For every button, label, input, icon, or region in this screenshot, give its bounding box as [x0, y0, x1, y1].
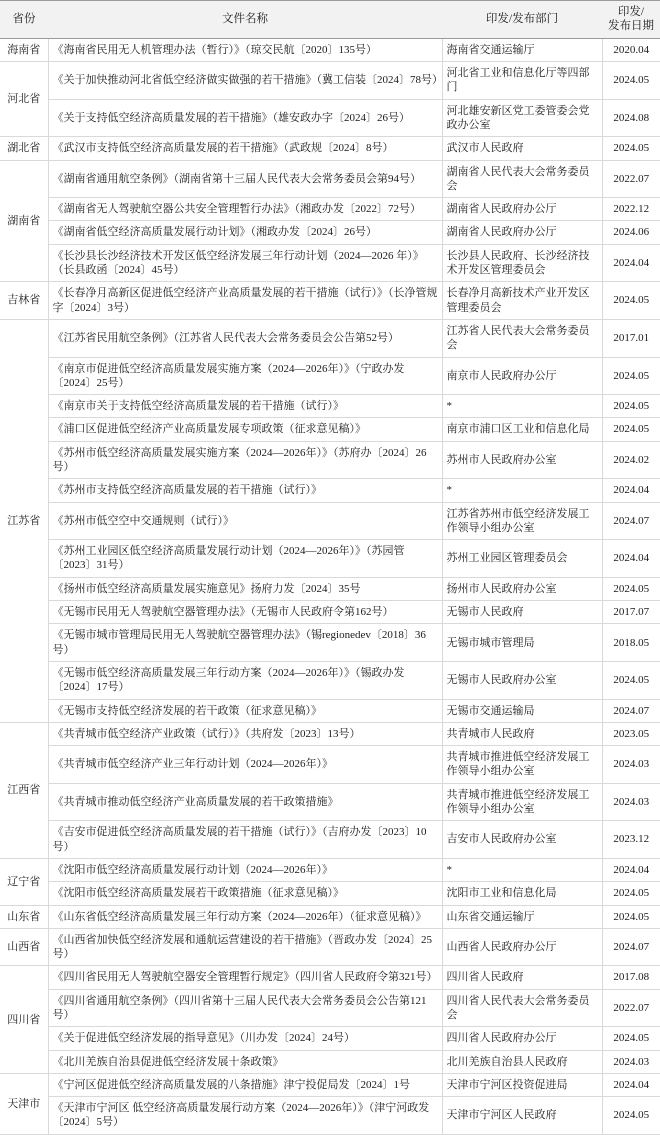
table-row — [0, 601, 660, 624]
date-cell: 2017.07 — [602, 601, 660, 624]
table-row — [0, 479, 660, 502]
province-cell: 海南省 — [0, 38, 48, 61]
date-cell: 2024.08 — [602, 99, 660, 137]
department-cell: 无锡市人民政府办公室 — [442, 661, 602, 699]
table-row — [0, 540, 660, 578]
department-cell: 江苏省人民代表大会常务委员会 — [442, 319, 602, 357]
table-header — [0, 1, 660, 39]
department-cell: 四川省人民政府 — [442, 966, 602, 989]
department-cell: 湖南省人民政府办公厅 — [442, 221, 602, 244]
department-cell: 南京市浦口区工业和信息化局 — [442, 418, 602, 441]
table-row — [0, 989, 660, 1027]
document-name-cell: 《无锡市低空经济高质量发展三年行动方案（2024—2026年）》（锡政办发〔2024〕17号） — [48, 661, 442, 699]
department-cell: 海南省交通运输厅 — [442, 38, 602, 61]
document-name-cell: 《共青城市推动低空经济产业高质量发展的若干政策措施》 — [48, 783, 442, 821]
document-name-cell: 《长春净月高新区促进低空经济产业高质量发展的若干措施（试行）》（长净管规字〔2024〕3号） — [48, 282, 442, 320]
column-header-date-line2: 发布日期 — [608, 20, 654, 33]
document-name-cell: 《沈阳市低空经济高质量发展若干政策措施（征求意见稿）》 — [48, 882, 442, 905]
date-cell: 2023.12 — [602, 821, 660, 859]
table-header-row — [0, 1, 660, 39]
document-name-cell: 《苏州市低空经济高质量发展实施方案（2024—2026年）》（苏府办〔2024〕26号） — [48, 441, 442, 479]
document-name-cell: 《扬州市低空经济高质量发展实施意见》扬府力发〔2024〕35号 — [48, 577, 442, 600]
province-cell: 四川省 — [0, 966, 48, 1073]
table-row — [0, 722, 660, 745]
department-cell: 北川羌族自治县人民政府 — [442, 1050, 602, 1073]
province-cell: 辽宁省 — [0, 858, 48, 905]
column-header-date — [602, 1, 660, 39]
document-name-cell: 《天津市宁河区 低空经济高质量发展行动方案（2024—2026年）》（津宁河政发〔2024〕5号） — [48, 1097, 442, 1135]
date-cell: 2024.05 — [602, 418, 660, 441]
document-name-cell: 《山东省低空经济高质量发展三年行动方案（2024—2026年）（征求意见稿）》 — [48, 905, 442, 928]
department-cell: * — [442, 479, 602, 502]
column-header-province: 省份 — [0, 1, 48, 39]
date-cell: 2024.06 — [602, 221, 660, 244]
date-cell: 2023.05 — [602, 722, 660, 745]
date-cell: 2024.04 — [602, 479, 660, 502]
date-cell: 2024.05 — [602, 395, 660, 418]
column-header-department: 印发/发布部门 — [442, 1, 602, 39]
province-cell: 山东省 — [0, 905, 48, 928]
table-row — [0, 624, 660, 662]
date-cell: 2024.04 — [602, 858, 660, 881]
document-name-cell: 《无锡市民用无人驾驶航空器管理办法》（无锡市人民政府令第162号） — [48, 601, 442, 624]
department-cell: 无锡市交通运输局 — [442, 699, 602, 722]
department-cell: 共青城市推进低空经济发展工作领导小组办公室 — [442, 783, 602, 821]
department-cell: 沈阳市工业和信息化局 — [442, 882, 602, 905]
department-cell: 无锡市人民政府 — [442, 601, 602, 624]
table-row — [0, 1050, 660, 1073]
date-cell: 2024.04 — [602, 1073, 660, 1096]
document-name-cell: 《南京市关于支持低空经济高质量发展的若干措施（试行）》 — [48, 395, 442, 418]
table-row — [0, 1073, 660, 1096]
document-name-cell: 《海南省民用无人机管理办法（暂行）》（琼交民航〔2020〕135号） — [48, 38, 442, 61]
department-cell: 山东省交通运输厅 — [442, 905, 602, 928]
document-name-cell: 《长沙县长沙经济技术开发区低空经济发展三年行动计划（2024—2026 年）》（长县政函〔2024〕45号） — [48, 244, 442, 282]
table-row — [0, 395, 660, 418]
department-cell: 共青城市推进低空经济发展工作领导小组办公室 — [442, 746, 602, 784]
document-name-cell: 《沈阳市低空经济高质量发展行动计划（2024—2026年）》 — [48, 858, 442, 881]
province-cell: 山西省 — [0, 928, 48, 966]
department-cell: 长沙县人民政府、长沙经济技术开发区管理委员会 — [442, 244, 602, 282]
table-row — [0, 282, 660, 320]
department-cell: 无锡市城市管理局 — [442, 624, 602, 662]
date-cell: 2024.07 — [602, 928, 660, 966]
province-cell: 江西省 — [0, 722, 48, 858]
date-cell: 2024.05 — [602, 62, 660, 100]
document-name-cell: 《无锡市支持低空经济发展的若干政策（征求意见稿）》 — [48, 699, 442, 722]
table-row — [0, 38, 660, 61]
department-cell: 河北雄安新区党工委管委会党政办公室 — [442, 99, 602, 137]
table-row — [0, 699, 660, 722]
document-name-cell: 《江苏省民用航空条例》（江苏省人民代表大会常务委员会公告第52号） — [48, 319, 442, 357]
date-cell: 2024.05 — [602, 1097, 660, 1135]
column-header-date-line1: 印发/ — [617, 6, 645, 18]
table-row — [0, 62, 660, 100]
column-header-document-name: 文件名称 — [48, 1, 442, 39]
department-cell: 吉安市人民政府办公室 — [442, 821, 602, 859]
department-cell: 山西省人民政府办公厅 — [442, 928, 602, 966]
department-cell: 武汉市人民政府 — [442, 137, 602, 160]
department-cell: 南京市人民政府办公厅 — [442, 357, 602, 395]
table-row — [0, 928, 660, 966]
document-name-cell: 《关于促进低空经济发展的指导意见》（川办发〔2024〕24号） — [48, 1027, 442, 1050]
department-cell: 苏州市人民政府办公室 — [442, 441, 602, 479]
table-row — [0, 905, 660, 928]
date-cell: 2017.08 — [602, 966, 660, 989]
department-cell: 四川省人民代表大会常务委员会 — [442, 989, 602, 1027]
document-name-cell: 《武汉市支持低空经济高质量发展的若干措施》（武政规〔2024〕8号） — [48, 137, 442, 160]
department-cell: 扬州市人民政府办公室 — [442, 577, 602, 600]
date-cell: 2024.05 — [602, 282, 660, 320]
document-name-cell: 《共青城市低空经济产业三年行动计划（2024—2026年）》 — [48, 746, 442, 784]
table-row — [0, 160, 660, 198]
date-cell: 2022.07 — [602, 989, 660, 1027]
province-cell: 天津市 — [0, 1073, 48, 1134]
department-cell: 共青城市人民政府 — [442, 722, 602, 745]
date-cell: 2024.04 — [602, 244, 660, 282]
document-name-cell: 《南京市促进低空经济高质量发展实施方案（2024—2026年）》（宁政办发〔2024〕25号） — [48, 357, 442, 395]
table-body — [0, 38, 660, 1134]
document-name-cell: 《苏州工业园区低空经济高质量发展行动计划（2024—2026年）》（苏园管〔2023〕31号） — [48, 540, 442, 578]
document-name-cell: 《关于加快推动河北省低空经济做实做强的若干措施》（冀工信装〔2024〕78号） — [48, 62, 442, 100]
document-name-cell: 《宁河区促进低空经济高质量发展的八条措施》津宁投促局发〔2024〕1号 — [48, 1073, 442, 1096]
department-cell: 天津市宁河区投资促进局 — [442, 1073, 602, 1096]
date-cell: 2022.12 — [602, 198, 660, 221]
province-cell: 湖北省 — [0, 137, 48, 160]
date-cell: 2024.05 — [602, 661, 660, 699]
province-cell: 河北省 — [0, 62, 48, 137]
table-row — [0, 821, 660, 859]
document-name-cell: 《浦口区促进低空经济产业高质量发展专项政策（征求意见稿）》 — [48, 418, 442, 441]
document-name-cell: 《四川省通用航空条例》（四川省第十三届人民代表大会常务委员会公告第121号） — [48, 989, 442, 1027]
date-cell: 2024.05 — [602, 882, 660, 905]
date-cell: 2024.07 — [602, 699, 660, 722]
table-row — [0, 783, 660, 821]
department-cell: 湖南省人民代表大会常务委员会 — [442, 160, 602, 198]
document-name-cell: 《苏州市低空空中交通规则（试行）》 — [48, 502, 442, 540]
table-row — [0, 577, 660, 600]
department-cell: * — [442, 395, 602, 418]
document-name-cell: 《湖南省无人驾驶航空器公共安全管理暂行办法》（湘政办发〔2022〕72号） — [48, 198, 442, 221]
province-cell: 吉林省 — [0, 282, 48, 320]
table-row — [0, 357, 660, 395]
table-row — [0, 319, 660, 357]
date-cell: 2024.04 — [602, 540, 660, 578]
date-cell: 2024.03 — [602, 746, 660, 784]
table-row — [0, 1097, 660, 1135]
document-name-cell: 《北川羌族自治县促进低空经济发展十条政策》 — [48, 1050, 442, 1073]
date-cell: 2024.05 — [602, 905, 660, 928]
document-name-cell: 《共青城市低空经济产业政策（试行）》（共府发〔2023〕13号） — [48, 722, 442, 745]
document-name-cell: 《吉安市促进低空经济高质量发展的若干措施（试行）》（吉府办发〔2023〕10号） — [48, 821, 442, 859]
table-row — [0, 746, 660, 784]
table-row — [0, 244, 660, 282]
date-cell: 2024.05 — [602, 357, 660, 395]
table-row — [0, 418, 660, 441]
department-cell: 天津市宁河区人民政府 — [442, 1097, 602, 1135]
date-cell: 2022.07 — [602, 160, 660, 198]
date-cell: 2024.02 — [602, 441, 660, 479]
department-cell: * — [442, 858, 602, 881]
date-cell: 2018.05 — [602, 624, 660, 662]
document-name-cell: 《四川省民用无人驾驶航空器安全管理暂行规定》（四川省人民政府令第321号） — [48, 966, 442, 989]
date-cell: 2024.03 — [602, 783, 660, 821]
table-row — [0, 99, 660, 137]
table-row — [0, 441, 660, 479]
date-cell: 2024.05 — [602, 137, 660, 160]
table-row — [0, 661, 660, 699]
table-row — [0, 502, 660, 540]
table-row — [0, 1027, 660, 1050]
table-row — [0, 858, 660, 881]
department-cell: 河北省工业和信息化厅等四部门 — [442, 62, 602, 100]
table-row — [0, 137, 660, 160]
document-name-cell: 《苏州市支持低空经济高质量发展的若干措施（试行）》 — [48, 479, 442, 502]
document-name-cell: 《关于支持低空经济高质量发展的若干措施》（雄安政办字〔2024〕26号） — [48, 99, 442, 137]
document-name-cell: 《湖南省通用航空条例》（湖南省第十三届人民代表大会常务委员会第94号） — [48, 160, 442, 198]
department-cell: 苏州工业园区管理委员会 — [442, 540, 602, 578]
document-name-cell: 《山西省加快低空经济发展和通航运营建设的若干措施》（晋政办发〔2024〕25号） — [48, 928, 442, 966]
date-cell: 2024.07 — [602, 502, 660, 540]
province-cell: 江苏省 — [0, 319, 48, 722]
date-cell: 2017.01 — [602, 319, 660, 357]
document-name-cell: 《无锡市城市管理局民用无人驾驶航空器管理办法》（锡regionedev〔2018〕36号） — [48, 624, 442, 662]
document-name-cell: 《湖南省低空经济高质量发展行动计划》（湘政办发〔2024〕26号） — [48, 221, 442, 244]
department-cell: 长春净月高新技术产业开发区管理委员会 — [442, 282, 602, 320]
table-row — [0, 221, 660, 244]
date-cell: 2020.04 — [602, 38, 660, 61]
table-row — [0, 966, 660, 989]
table-row — [0, 198, 660, 221]
date-cell: 2024.05 — [602, 1027, 660, 1050]
province-cell: 湖南省 — [0, 160, 48, 282]
date-cell: 2024.05 — [602, 577, 660, 600]
department-cell: 江苏省苏州市低空经济发展工作领导小组办公室 — [442, 502, 602, 540]
date-cell: 2024.03 — [602, 1050, 660, 1073]
department-cell: 湖南省人民政府办公厅 — [442, 198, 602, 221]
department-cell: 四川省人民政府办公厅 — [442, 1027, 602, 1050]
